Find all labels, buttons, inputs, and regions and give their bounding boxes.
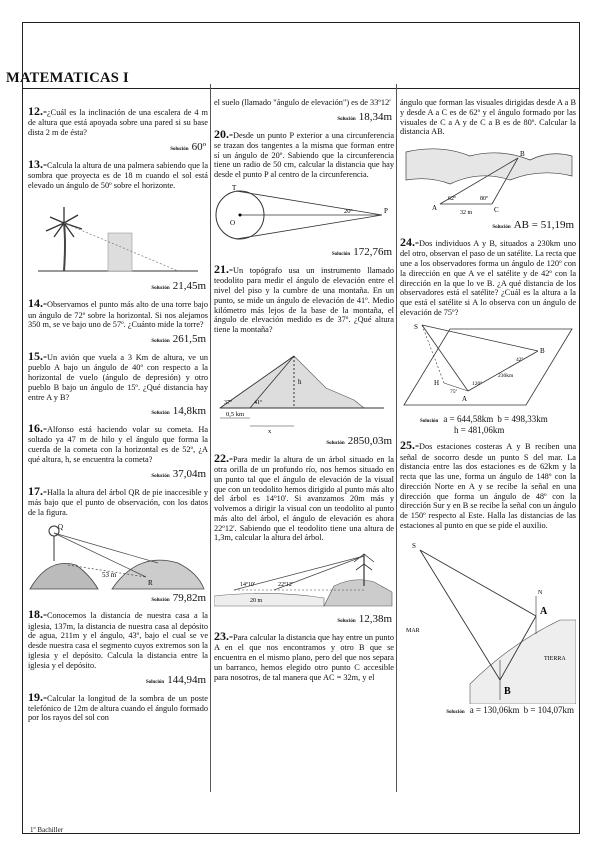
solution-16: Solución 37,04m [151, 467, 206, 480]
dist-label: 53 m [102, 570, 117, 579]
solution-12: Solución 60º [170, 140, 206, 153]
problem-19-continued: el suelo (llamado "ángulo de elevación") es de 33º12' [214, 98, 391, 107]
label-b: B [520, 150, 525, 159]
mountain-figure [214, 338, 394, 434]
page-title: MATEMATICAS I [6, 70, 129, 86]
angle-a-label: 120º [472, 380, 482, 387]
angle-e-label: 75º [450, 388, 458, 395]
dist-label: 32 m [460, 210, 473, 217]
problem-20: 20.-Desde un punto P exterior a una circunferencia se trazan dos tangentes a la misma que forman entre sí un ángulo de 20º. Sabiendo que la circunferencia tiene un radio de 50 cm, calcular la distancia que hay desde el punto P al centro de la circunferencia. [214, 126, 394, 180]
solution-24: Solución a = 644,58km b = 498,33km h = 481,06km [420, 413, 548, 435]
column-1 [28, 104, 208, 726]
solution-21: Solución 2850,03m [326, 434, 392, 447]
angle2-label: 22º12' [278, 582, 293, 589]
label-a: A [432, 204, 438, 213]
solution-19: Solución 18,34m [337, 110, 392, 123]
solution-13: Solución 21,45m [151, 280, 206, 293]
land-label: TIERRA [544, 655, 566, 662]
palm-tree-figure [28, 193, 208, 279]
ravine-figure [400, 140, 576, 218]
angle-a-label: 62º [448, 196, 456, 203]
problem-23-continued: ángulo que forman las visuales dirigidas desde A a B y desde A a C es de 62º y el ángulo formado por las visuales de C a A y de C a B es de 80º. Calcular la distancia AB. [400, 98, 576, 137]
solution-14: Solución 261,5m [151, 333, 206, 346]
label-x: x [268, 427, 272, 434]
angle2-label: 41º [254, 399, 262, 406]
solution-20: Solución 172,76m [331, 246, 392, 259]
angle1-label: 14º10' [240, 582, 255, 589]
problem-21: 21.-Un topógrafo usa un instrumento llamado teodolito para medir el ángulo de elevación entre el nivel del piso y la cumbre de una montaña. En un punto, se mide un ángulo de elevación de 41º. Medio kilómetro más lejos de la base de la montaña, el ángulo de elevación medido es de 37º. ¿Qué altura tiene la montaña? [214, 262, 394, 335]
dist-label: 230km [498, 372, 514, 379]
problem-15: 15.-Un avión que vuela a 3 Km de altura, ve un pueblo A bajo un ángulo de 40º con respecto a la horizontal de vuelo (ángulo de depresión) y otro pueblo B bajo un ángulo de 15º. ¿Qué distancia hay entre A y B? [28, 349, 208, 402]
column-divider [396, 84, 397, 792]
problem-25: 25.-Dos estaciones costeras A y B reciben una señal de socorro desde un punto S del mar. La distancia entre las dos estaciones es de 62km y la recta que las une, forma un ángulo de 148º con la dirección Norte en A y se recibe la señal en una dirección que forma un ángulo de 48º con la dirección Sur y en B se recibe la señal con un ángulo de 150º respecto al Este. Halla las distancias de las estaciones al punto en que se pide el auxilio. [400, 438, 576, 531]
label-p: P [384, 207, 388, 216]
solution-15: Solución 14,8km [151, 405, 206, 418]
problem-22: 22.-Para medir la altura de un árbol situado en la otra orilla de un profundo río, nos hemos situado en un punto tal que el ángulo de elevación de la visual que con un teodolito hemos dirigido al punto más alto del árbol es 14º10'. Si avanzamos 20m más y volvemos a dirigir la visual con un teodolito al punto más alto del árbol, el ángulo de elevación es ahora 22º12'. Sabiendo que el teodolito tiene una altura de 1,3m, calcular la altura del árbol. [214, 450, 394, 543]
label-s: S [412, 541, 416, 550]
problem-17: 17.-Halla la altura del árbol QR de pie inaccesible y más bajo que el punto de observación, con los datos de la figura. [28, 483, 208, 517]
angle-label: 20º [344, 208, 353, 216]
problem-19: 19.-Calcular la longitud de la sombra de un poste telefónico de 12m de altura cuando el ángulo formado por los rayos del sol con [28, 689, 208, 723]
problem-14: 14.-Observamos el punto más alto de una torre bajo un ángulo de 72º sobre la horizontal. Si nos alejamos 350 m, se ve bajo uno de 57º. ¿Cuánto mide la torre? [28, 296, 208, 330]
label-o: O [230, 219, 236, 228]
solution-25: Solución a = 130,06km b = 104,07km [446, 704, 574, 715]
solution-22: Solución 12,38m [337, 613, 392, 626]
angle1-label: 37º [224, 399, 232, 406]
label-h: h [298, 377, 302, 386]
river-tree-figure [214, 546, 394, 612]
column-2 [214, 98, 394, 685]
angle-b-label: 42º [516, 356, 524, 363]
coast-stations-figure [400, 534, 576, 704]
problem-23: 23.-Para calcular la distancia que hay entre un punto A en el que nos encontramos y otro B que se encuentra en el mismo plano, pero del que nos separa un barranco, hemos elegido otro punto C accesible para nosotros, de tal manera que AC = 32m, y el [214, 629, 394, 682]
label-c: C [494, 206, 499, 215]
label-b: B [504, 685, 511, 697]
label-h: H [434, 378, 440, 387]
problem-16: 16.-Alfonso está haciendo volar su cometa. Ha soltado ya 47 m de hilo y el ángulo que forma la cuerda de la cometa con la horizontal es de 52º, ¿A qué altura, h, se encuentra la cometa? [28, 421, 208, 465]
angle-c-label: 80º [480, 196, 488, 203]
label-a: A [540, 605, 548, 617]
satellite-figure [400, 321, 576, 413]
label-t: T [232, 184, 237, 193]
solution-18: Solución 144,94m [145, 673, 206, 686]
solution-17: Solución 79,82m [151, 591, 206, 604]
label-a: A [462, 394, 468, 403]
label-n: N [538, 589, 543, 596]
column-3 [400, 98, 576, 719]
column-divider [210, 84, 211, 792]
label-b: B [540, 346, 545, 355]
footer: 1º Bachiller [30, 826, 64, 834]
dist-label: 0,5 km [226, 410, 245, 418]
label-q: Q [58, 522, 64, 531]
sea-label: MAR [406, 627, 420, 634]
label-s: S [414, 322, 418, 331]
circle-tangent-figure [214, 183, 394, 245]
tree-hill-figure [28, 521, 208, 591]
problem-24: 24.-Dos individuos A y B, situados a 230km uno del otro, observan el paso de un satélite. La recta que une a los observadores forma un ángulo de 120º con la dirección en que A ve el satélite y de 42º con la dirección en la que lo ve B. ¿A qué distancia de los observadores está el satélite? ¿Cuál es la altura a la que está el satélite si A lo observa con un ángulo de elevación de 75º? [400, 235, 577, 317]
dist-label: 20 m [250, 598, 263, 605]
problem-12: 12.-¿Cuál es la inclinación de una escalera de 4 m de altura que está apoyada sobre una pared si su base dista 2 m de ésta? [28, 104, 208, 137]
problem-13: 13.-Calcula la altura de una palmera sabiendo que la sombra que proyecta es de 18 m cuando el sol está elevado un ángulo de 50º sobre el horizonte. [28, 156, 208, 190]
solution-23: Solución AB = 51,19m [492, 219, 574, 232]
problem-18: 18.-Conocemos la distancia de nuestra casa a la iglesia, 137m, la distancia de nuestra casa al depósito de agua, 211m y el ángulo, 43º, bajo el cual se ve desde nuestra casa el segmento cuyos extremos son la iglesia y el depósito. Calcula la distancia entre la iglesia y el depósito. [28, 607, 208, 670]
label-r: R [148, 578, 153, 587]
